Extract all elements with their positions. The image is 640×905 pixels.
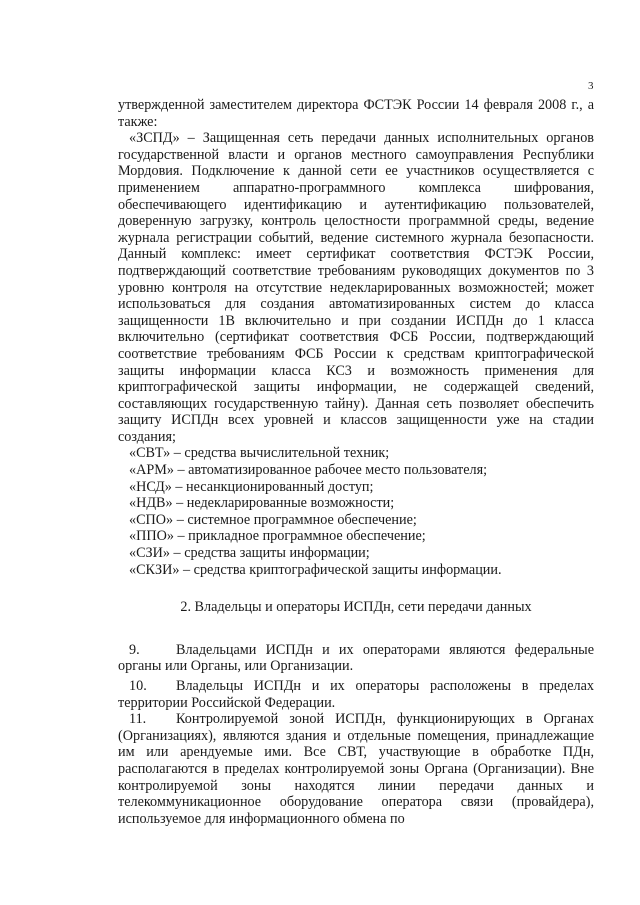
abbreviation-ppo: «ППО» – прикладное программное обеспечение;	[129, 528, 426, 545]
abbreviation-arm: «АРМ» – автоматизированное рабочее место пользователя;	[129, 462, 488, 479]
numbered-item-11	[118, 711, 594, 827]
zspd-definition-paragraph: «ЗСПД» – Защищенная сеть передачи данных исполнительных органов государственной власти и органов местного самоуправления Республики Мордовия. Подключение к данной сети ее участников осуществляется с применением аппаратно-программного комплекса шифрования, обеспечивающего идентификацию и аутентификацию пользователей, доверенную загрузку, контроль целостности программной среды, ведение журнала регистрации событий, ведение системного журнала безопасности. Данный комплекс: имеет сертификат соответствия ФСТЭК России, подтверждающий соответствие требованиям руководящих документов по 3 уровню контроля на отсутствие недекларированных возможностей; может использоваться для создания автоматизированных систем до класса защищенности 1В включительно и при создании ИСПДн до 1 класса включительно (сертификат соответствия ФСБ России, подтверждающий соответствие требованиям ФСБ России к средствам криптографической защиты информации класса КС3 и возможность применения для криптографической защиты информации, не содержащей сведений, составляющих государственную тайну). Данная сеть позволяет обеспечить защиту ИСПДн всех уровней и классов защищенности уже на стадии создания;	[118, 130, 594, 445]
numbered-item-10	[118, 678, 594, 711]
abbreviation-spo: «СПО» – системное программное обеспечение;	[129, 511, 417, 528]
intro-paragraph: утвержденной заместителем директора ФСТЭК России 14 февраля 2008 г., а также:	[118, 97, 594, 130]
abbreviation-nsd: «НСД» – несанкционированный доступ;	[129, 478, 374, 495]
abbreviation-ndv: «НДВ» – недекларированные возможности;	[129, 495, 395, 512]
item-number: 11.	[129, 711, 147, 728]
numbered-item-9	[118, 642, 594, 675]
abbreviation-skzi: «СКЗИ» – средства криптографической защиты информации.	[129, 561, 502, 578]
item-number: 9.	[129, 641, 140, 658]
item-text: Контролируемой зоной ИСПДн, функционирующих в Органах (Организациях), являются здания и отдельные помещения, принадлежащие им или арендуемые ими. Все СВТ, участвующие в обработке ПДн, располагаются в пределах контролируемой зоны Органа (Организации). Вне контролируемой зоны находятся линии передачи данных и телекоммуникационное оборудование оператора связи (провайдера), используемое для информационного обмена по	[118, 711, 594, 827]
document-body	[118, 97, 594, 827]
item-text: Владельцами ИСПДн и их операторами являются федеральные органы или Органы, или Организации.	[118, 641, 594, 675]
page-number: 3	[588, 80, 594, 92]
abbreviation-szi: «СЗИ» – средства защиты информации;	[129, 545, 370, 562]
abbreviation-svt: «СВТ» – средства вычислительной техник;	[129, 445, 390, 462]
item-number: 10.	[129, 678, 147, 694]
item-text: Владельцы ИСПДн и их операторы расположены в пределах территории Российской Федерации.	[118, 678, 594, 711]
section-heading: 2. Владельцы и операторы ИСПДн, сети передачи данных	[180, 599, 532, 616]
